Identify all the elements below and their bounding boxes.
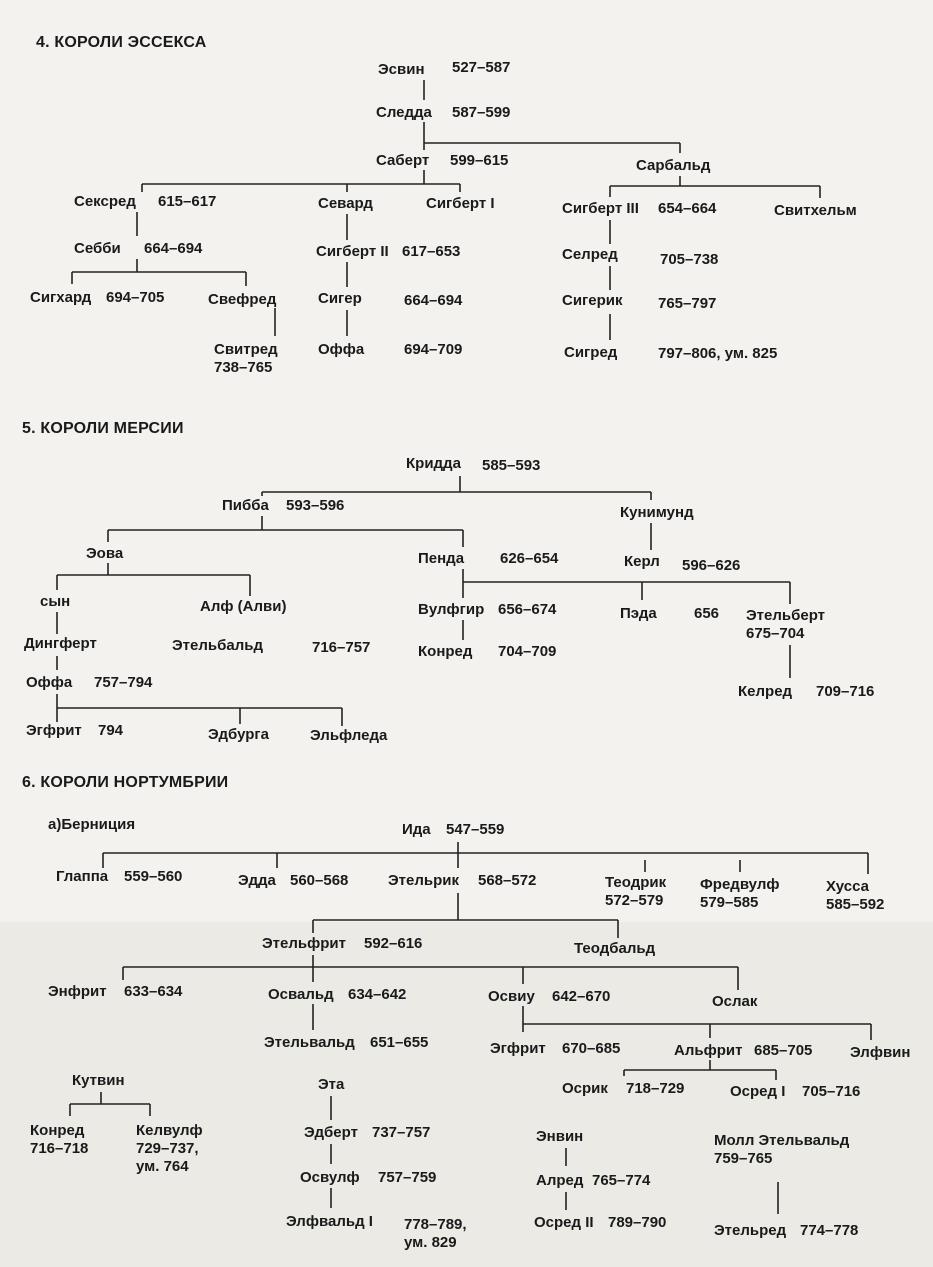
reign-years: 716–757 [312, 639, 371, 656]
person-name: Келвулф 729–737, ум. 764 [136, 1122, 203, 1175]
person-name: Осред I [730, 1083, 786, 1100]
person-name: Эгфрит [26, 722, 82, 739]
person-name: Этельрик [388, 872, 460, 889]
person-name: Эова [86, 545, 124, 562]
person-name: Керл [624, 553, 660, 570]
reign-years: 778–789, ум. 829 [404, 1216, 467, 1251]
person-name: Дингферт [24, 635, 97, 652]
person-name: Свитхельм [774, 202, 857, 219]
person-name: Этельвальд [264, 1034, 355, 1051]
person-name: Энвин [536, 1128, 584, 1145]
reign-years: 797–806, ум. 825 [658, 345, 778, 362]
reign-years: 704–709 [498, 643, 557, 660]
person-name: Молл Этельвальд 759–765 [714, 1132, 850, 1167]
reign-years: 615–617 [158, 193, 217, 210]
person-name: Этельфрит [262, 935, 346, 952]
person-name: сын [40, 593, 71, 610]
person-name: Вулфгир [418, 601, 485, 618]
reign-years: 694–705 [106, 289, 165, 306]
reign-years: 560–568 [290, 872, 349, 889]
person-name: Пенда [418, 550, 465, 567]
person-name: Этельберт 675–704 [746, 607, 826, 642]
person-name: Эта [318, 1076, 345, 1093]
person-name: Ида [402, 821, 431, 838]
person-name: Хусса 585–592 [826, 878, 885, 913]
reign-years: 718–729 [626, 1080, 685, 1097]
person-name: Сигберт III [562, 200, 639, 217]
person-name: Пэда [620, 605, 657, 622]
reign-years: 670–685 [562, 1040, 621, 1057]
person-name: Сигерик [562, 292, 623, 309]
person-name: Кутвин [72, 1072, 125, 1089]
person-name: Элфвин [850, 1044, 911, 1061]
reign-years: 789–790 [608, 1214, 667, 1231]
person-name: Эсвин [378, 61, 425, 78]
person-name: Сарбальд [636, 157, 711, 174]
reign-years: 685–705 [754, 1042, 813, 1059]
person-name: Келред [738, 683, 793, 700]
person-name: Сексред [74, 193, 136, 210]
reign-years: 651–655 [370, 1034, 429, 1051]
person-name: Сигхард [30, 289, 92, 306]
person-name: Саберт [376, 152, 430, 169]
person-name: Севард [318, 195, 373, 212]
person-name: Кунимунд [620, 504, 694, 521]
person-name: Оффа [26, 674, 73, 691]
reign-years: 559–560 [124, 868, 183, 885]
reign-years: 705–716 [802, 1083, 861, 1100]
person-name: Элфвальд I [286, 1213, 373, 1230]
reign-years: 592–616 [364, 935, 423, 952]
person-name: Эльфледа [310, 727, 388, 744]
reign-years: 737–757 [372, 1124, 431, 1141]
person-name: Пибба [222, 497, 269, 514]
person-name: Эдберт [304, 1124, 358, 1141]
reign-years: 596–626 [682, 557, 741, 574]
person-name: Осрик [562, 1080, 608, 1097]
person-name: Освиу [488, 988, 535, 1005]
reign-years: 656 [694, 605, 720, 622]
person-name: Осред II [534, 1214, 594, 1231]
reign-years: 626–654 [500, 550, 559, 567]
reign-years: 694–709 [404, 341, 463, 358]
reign-years: 593–596 [286, 497, 345, 514]
person-name: Селред [562, 246, 618, 263]
reign-years: 634–642 [348, 986, 407, 1003]
person-name: Алф (Алви) [200, 598, 287, 615]
reign-years: 656–674 [498, 601, 557, 618]
person-name: Сигред [564, 344, 618, 361]
reign-years: 585–593 [482, 457, 541, 474]
person-name: Конред 716–718 [30, 1122, 89, 1157]
reign-years: 664–694 [144, 240, 203, 257]
section-title-northumbria: 6. КОРОЛИ НОРТУМБРИИ [22, 774, 229, 791]
person-name: Свефред [208, 291, 277, 308]
person-name: Алред [536, 1172, 584, 1189]
person-name: Теодбальд [574, 940, 656, 957]
person-name: Энфрит [48, 983, 107, 1000]
person-name: Оффа [318, 341, 365, 358]
reign-years: 617–653 [402, 243, 461, 260]
reign-years: 568–572 [478, 872, 537, 889]
subsection-bernicia: а)Берниция [48, 816, 136, 833]
reign-years: 527–587 [452, 59, 511, 76]
reign-years: 599–615 [450, 152, 509, 169]
person-name: Следда [376, 104, 432, 121]
reign-years: 547–559 [446, 821, 505, 838]
reign-years: 709–716 [816, 683, 875, 700]
person-name: Этельбальд [172, 637, 263, 654]
person-name: Эдбурга [208, 726, 269, 743]
person-name: Теодрик 572–579 [605, 874, 667, 909]
reign-years: 794 [98, 722, 124, 739]
person-name: Кридда [406, 455, 461, 472]
reign-years: 765–797 [658, 295, 717, 312]
person-name: Освулф [300, 1169, 360, 1186]
reign-years: 757–759 [378, 1169, 437, 1186]
reign-years: 774–778 [800, 1222, 859, 1239]
person-name: Глаппа [56, 868, 109, 885]
reign-years: 765–774 [592, 1172, 651, 1189]
reign-years: 633–634 [124, 983, 183, 1000]
reign-years: 757–794 [94, 674, 153, 691]
person-name: Ослак [712, 993, 758, 1010]
person-name: Свитред 738–765 [214, 341, 278, 376]
person-name: Эдда [238, 872, 276, 889]
reign-years: 587–599 [452, 104, 511, 121]
person-name: Конред [418, 643, 473, 660]
person-name: Альфрит [674, 1042, 743, 1059]
person-name: Сигберт II [316, 243, 389, 260]
person-name: Фредвулф 579–585 [700, 876, 780, 911]
section-title-essex: 4. КОРОЛИ ЭССЕКСА [36, 34, 207, 51]
section-title-mercia: 5. КОРОЛИ МЕРСИИ [22, 420, 184, 437]
person-name: Этельред [714, 1222, 787, 1239]
reign-years: 654–664 [658, 200, 717, 217]
person-name: Освальд [268, 986, 334, 1003]
reign-years: 642–670 [552, 988, 611, 1005]
reign-years: 705–738 [660, 251, 719, 268]
person-name: Эгфрит [490, 1040, 546, 1057]
person-name: Себби [74, 240, 121, 257]
person-name: Сигберт I [426, 195, 495, 212]
reign-years: 664–694 [404, 292, 463, 309]
person-name: Сигер [318, 290, 362, 307]
